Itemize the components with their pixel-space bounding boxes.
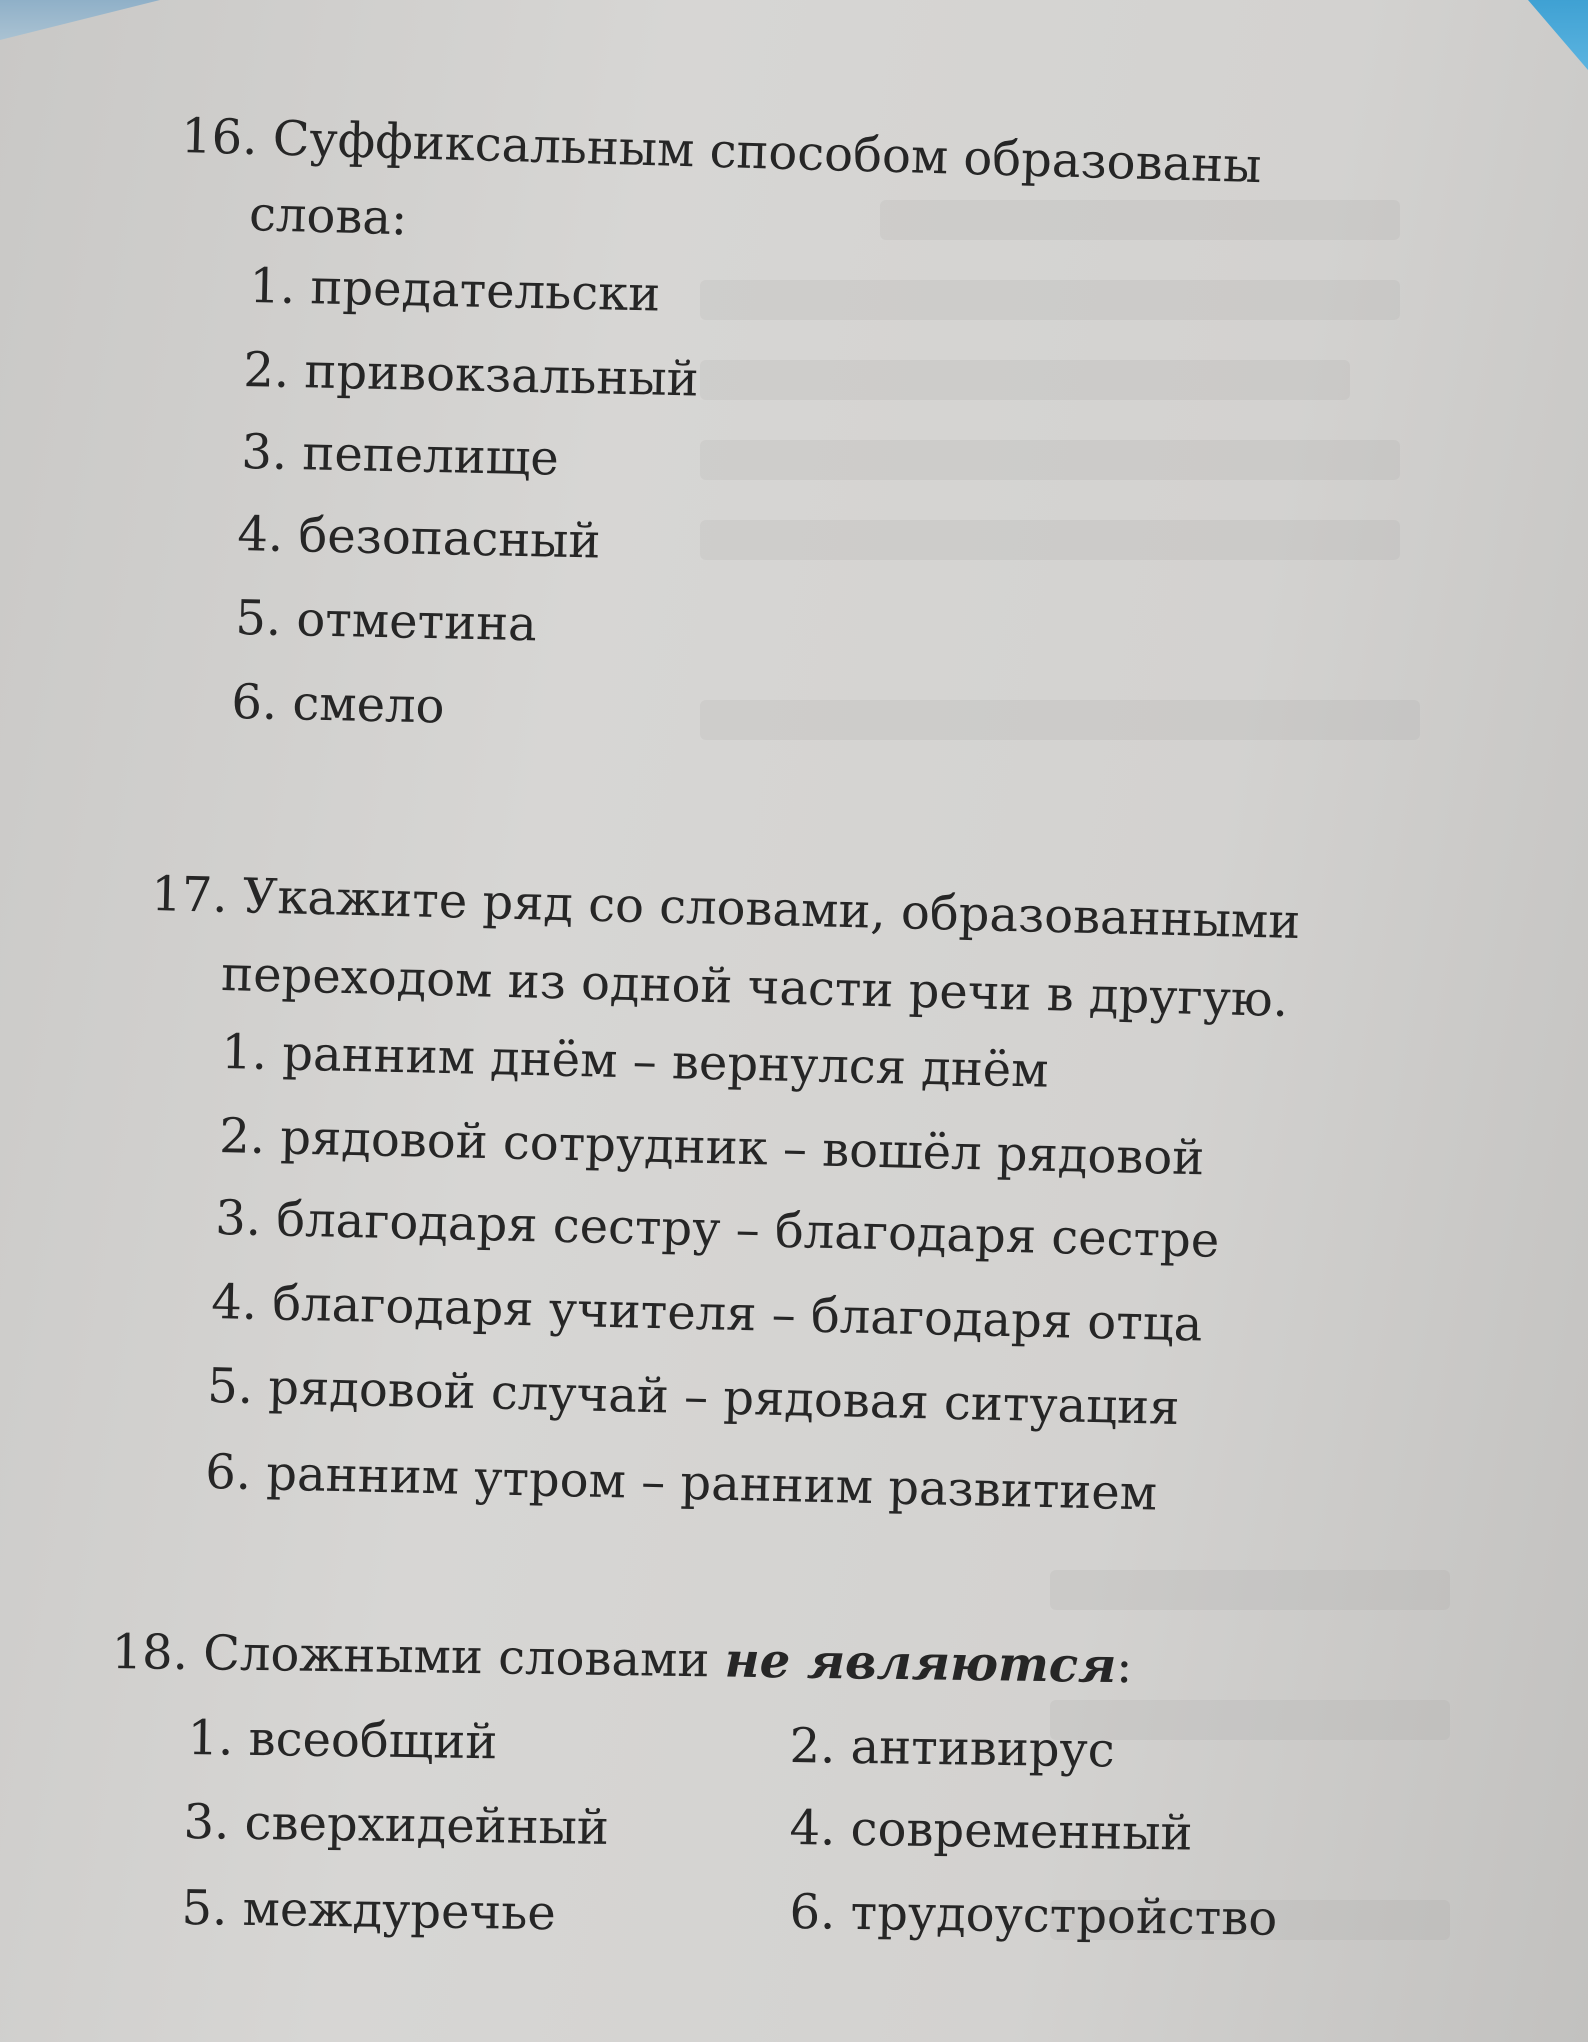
question-17-line-1 (151, 866, 1301, 950)
bleed-through-shadow (700, 360, 1350, 400)
option: 5. междуречье (181, 1880, 557, 1942)
option: 3. пепелище (240, 424, 560, 487)
question-text: Сложными словами (202, 1625, 710, 1689)
question-text: слова: (248, 186, 409, 247)
question-number: 18. (111, 1624, 189, 1682)
option: 2. привокзальный (242, 342, 700, 408)
question-17-line-2 (221, 946, 1289, 1028)
question-number: 16. (180, 108, 259, 167)
option: 5. отметина (234, 590, 538, 653)
bleed-through-shadow (700, 280, 1400, 320)
question-18-line-1 (111, 1624, 1133, 1694)
question-number: 17. (150, 866, 229, 924)
option: 1. предательски (248, 258, 661, 323)
option: 4. современный (789, 1800, 1193, 1862)
bleed-through-shadow (700, 440, 1400, 480)
option: 6. трудоустройство (789, 1884, 1278, 1947)
option: 2. антивирус (789, 1718, 1116, 1779)
bleed-through-shadow (880, 200, 1400, 240)
option: 4. безопасный (236, 506, 602, 570)
option: 6. ранним утром – ранним развитием (204, 1444, 1158, 1522)
page-corner-decoration (0, 0, 160, 40)
question-emphasis: не являются (724, 1632, 1117, 1695)
option: 5. рядовой случай – рядовая ситуация (206, 1358, 1180, 1437)
option: 1. ранним днём – вернулся днём (220, 1024, 1050, 1099)
option: 4. благодаря учителя – благодаря отца (210, 1274, 1203, 1353)
page-corner-decoration-blue (1528, 0, 1588, 70)
question-text-end: : (1115, 1638, 1133, 1695)
bleed-through-shadow (700, 520, 1400, 560)
question-text: Суффиксальным способом образованы (272, 110, 1263, 195)
question-text: переходом из одной части речи в другую. (220, 946, 1289, 1029)
question-text: Укажите ряд со словами, образованными (242, 868, 1301, 951)
option: 3. сверхидейный (183, 1794, 610, 1856)
option: 3. благодаря сестру – благодаря сестре (214, 1190, 1220, 1269)
option: 2. рядовой сотрудник – вошёл рядовой (218, 1108, 1205, 1187)
option: 1. всеобщий (187, 1710, 498, 1771)
bleed-through-shadow (1050, 1570, 1450, 1610)
bleed-through-shadow (700, 700, 1420, 740)
question-16-line-1 (180, 108, 1262, 194)
option: 6. смело (230, 674, 446, 735)
question-16-line-2 (248, 186, 408, 246)
